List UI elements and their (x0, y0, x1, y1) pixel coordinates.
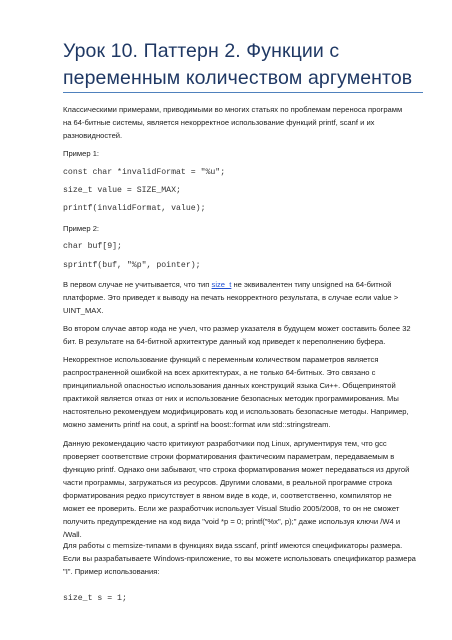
title-line-1: Урок 10. Паттерн 2. Функции с (63, 40, 340, 62)
intro-line: Классическими примерами, приводимыми во многих статьях по проблемам переноса программ (63, 105, 403, 114)
code-line: size_t value = SIZE_MAX; (63, 186, 181, 195)
size-t-link[interactable]: size_t (211, 280, 232, 289)
paragraph-line: платформе. Это приведет к выводу на печать некорректного результата, в случае если value > (63, 293, 399, 302)
code-line: printf(invalidFormat, value); (63, 204, 206, 213)
example1-label: Пример 1: (63, 149, 100, 158)
text-before-link: В первом случае не учитывается, что тип (63, 280, 212, 289)
paragraph-line: можно заменить printf на cout, а sprintf на boost::format или std::stringstream. (63, 420, 331, 429)
paragraph-line: Во втором случае автор кода не учел, что размер указателя в будущем может составить более 32 (63, 324, 411, 333)
paragraph-line: Некорректное использование функций с переменным количеством параметров является (63, 355, 379, 364)
paragraph-line: форматирования редко присутствует в явном виде в коде, и, соответственно, компилятор не (63, 491, 392, 500)
paragraph-line: Данную рекомендацию часто критикуют разработчики под Linux, аргументируя тем, что gcc (63, 439, 387, 448)
paragraph-line: /Wall. (63, 530, 82, 539)
paragraph-linux (63, 437, 423, 541)
paragraph-variadic (63, 353, 423, 431)
paragraph-line: UINT_MAX. (63, 306, 104, 315)
paragraph-line: "I". Пример использования: (63, 567, 160, 576)
paragraph-line: проверяет соответствие строки форматирования фактическим параметрам, передаваемым в (63, 452, 395, 461)
paragraph-line: функцию printf. Однако они забывают, что строка форматирования может передаваться из другой (63, 465, 410, 474)
paragraph-line: практикой является отказ от них и использование безопасных методик программирования. Мы (63, 394, 399, 403)
paragraph-line: Если вы разрабатываете Windows-приложение, то вы можете использовать спецификатор размера (63, 554, 416, 563)
code-line: size_t s = 1; (63, 594, 127, 603)
paragraph-line: Для работы с memsize-типами в функциях вида sscanf, printf имеются спецификаторы размера. (63, 541, 403, 550)
title-line-2: переменным количеством аргументов (63, 67, 413, 89)
paragraph-line: бит. В результате на 64-битной архитектуре данный код приведет к переполнению буфера. (63, 337, 386, 346)
code-line: const char *invalidFormat = "%u"; (63, 168, 226, 177)
paragraph-memsize (63, 539, 423, 578)
text-after-link: не эквивалентен типу unsigned на 64-битной (231, 280, 392, 289)
paragraph-line: получить предупреждение на код вида "void *p = 0; printf("%x", p);" даже используя ключи /W4 и (63, 517, 401, 526)
paragraph-line: принципиальной опасностью использования данных конструкций языка Си++. Общепринятой (63, 381, 396, 390)
intro-paragraph (63, 103, 423, 142)
paragraph-pointer-size (63, 322, 423, 348)
paragraph-line (63, 278, 423, 291)
intro-line: разновидностей. (63, 131, 123, 140)
paragraph-size-t (63, 278, 423, 317)
example2-label: Пример 2: (63, 224, 100, 233)
paragraph-line: может ее проверить. Если же разработчик использует Visual Studio 2005/2008, то он не сможет (63, 504, 400, 513)
title-underline (63, 92, 423, 93)
paragraph-line: части программы, загружаться из ресурсов. Другими словами, в реальной программе строка (63, 478, 393, 487)
paragraph-line: распространенной ошибкой на всех архитектурах, а не только 64-битных. Это связано с (63, 368, 376, 377)
paragraph-line: настоятельно рекомендуем модифицировать код и использовать безопасные методы. Например, (63, 407, 409, 416)
page-title (63, 38, 433, 92)
code-line: sprintf(buf, "%p", pointer); (63, 261, 201, 270)
code-line: char buf[9]; (63, 242, 122, 251)
intro-line: на 64-битные системы, является некорректное использование функций printf, scanf и их (63, 118, 375, 127)
